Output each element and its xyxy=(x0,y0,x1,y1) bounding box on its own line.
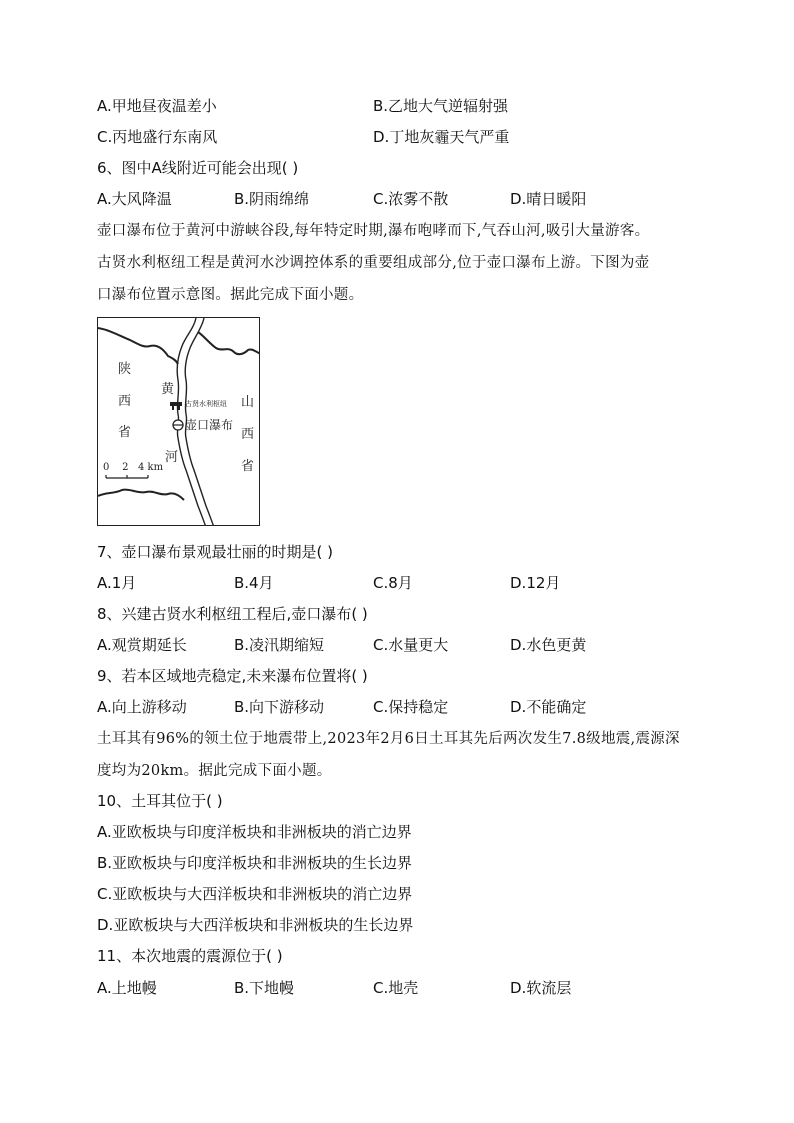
q11-option-b: B.下地幔 xyxy=(234,979,295,997)
q9-option-d: D.不能确定 xyxy=(510,698,587,716)
passage2-line2: 度均为20km。据此完成下面小题。 xyxy=(97,763,332,779)
hukou-waterfall-map xyxy=(97,317,260,526)
q8-stem: 8、兴建古贤水利枢纽工程后,壶口瀑布( ) xyxy=(97,605,368,623)
q5-option-a: A.甲地昼夜温差小 xyxy=(97,97,217,115)
map-label-shaanxi-3: 省 xyxy=(118,425,132,440)
q7-option-a: A.1月 xyxy=(97,574,137,592)
q10-option-b: B.亚欧板块与印度洋板块和非洲板块的生长边界 xyxy=(97,854,413,872)
map-label-shanxi-3: 省 xyxy=(241,459,255,474)
q7-option-c: C.8月 xyxy=(373,574,413,592)
q6-stem: 6、图中A线附近可能会出现( ) xyxy=(97,159,299,177)
q5-option-d: D.丁地灰霾天气严重 xyxy=(373,128,510,146)
q11-option-c: C.地壳 xyxy=(373,979,419,997)
passage2-line1: 土耳其有96%的领土位于地震带上,2023年2月6日土耳其先后两次发生7.8级地震,震源深 xyxy=(97,731,680,747)
q9-option-c: C.保持稳定 xyxy=(373,698,449,716)
passage1-line1: 壶口瀑布位于黄河中游峡谷段,每年特定时期,瀑布咆哮而下,气吞山河,吸引大量游客。 xyxy=(97,223,650,239)
q6-option-b: B.阴雨绵绵 xyxy=(234,190,310,208)
q10-option-d: D.亚欧板块与大西洋板块和非洲板块的生长边界 xyxy=(97,916,414,934)
q5-option-b: B.乙地大气逆辐射强 xyxy=(373,97,509,115)
q11-stem: 11、本次地震的震源位于( ) xyxy=(97,947,283,965)
passage1-line2: 古贤水利枢纽工程是黄河水沙调控体系的重要组成部分,位于壶口瀑布上游。下图为壶 xyxy=(97,255,650,271)
q6-option-c: C.浓雾不散 xyxy=(373,190,449,208)
map-label-shaanxi-1: 陕 xyxy=(118,362,132,377)
q9-option-b: B.向下游移动 xyxy=(234,698,325,716)
q8-option-b: B.凌汛期缩短 xyxy=(234,636,325,654)
q5-option-c: C.丙地盛行东南风 xyxy=(97,128,218,146)
passage1-line3: 口瀑布位置示意图。据此完成下面小题。 xyxy=(97,287,364,303)
map-label-dam: 古贤水利枢纽 xyxy=(185,400,227,408)
q8-option-c: C.水量更大 xyxy=(373,636,449,654)
q9-stem: 9、若本区域地壳稳定,未来瀑布位置将( ) xyxy=(97,667,368,685)
q9-option-a: A.向上游移动 xyxy=(97,698,187,716)
map-label-waterfall: 壶口瀑布 xyxy=(185,418,234,432)
q7-stem: 7、壶口瀑布景观最壮丽的时期是( ) xyxy=(97,543,334,561)
map-label-shanxi-1: 山 xyxy=(241,395,255,410)
map-label-river-1: 黄 xyxy=(161,382,175,397)
map-label-shanxi-2: 西 xyxy=(241,427,255,442)
q11-option-d: D.软流层 xyxy=(510,979,572,997)
q7-option-b: B.4月 xyxy=(234,574,274,592)
q10-stem: 10、土耳其位于( ) xyxy=(97,792,223,810)
q10-option-c: C.亚欧板块与大西洋板块和非洲板块的消亡边界 xyxy=(97,885,413,903)
q8-option-d: D.水色更黄 xyxy=(510,636,587,654)
q8-option-a: A.观赏期延长 xyxy=(97,636,187,654)
q7-option-d: D.12月 xyxy=(510,574,561,592)
map-scale-text: 0 2 4 km xyxy=(103,462,164,473)
map-drawing xyxy=(98,318,260,526)
q6-option-d: D.晴日暖阳 xyxy=(510,190,587,208)
q10-option-a: A.亚欧板块与印度洋板块和非洲板块的消亡边界 xyxy=(97,823,412,841)
q6-option-a: A.大风降温 xyxy=(97,190,172,208)
map-label-shaanxi-2: 西 xyxy=(118,394,132,409)
map-label-river-2: 河 xyxy=(165,450,179,465)
q11-option-a: A.上地幔 xyxy=(97,979,157,997)
